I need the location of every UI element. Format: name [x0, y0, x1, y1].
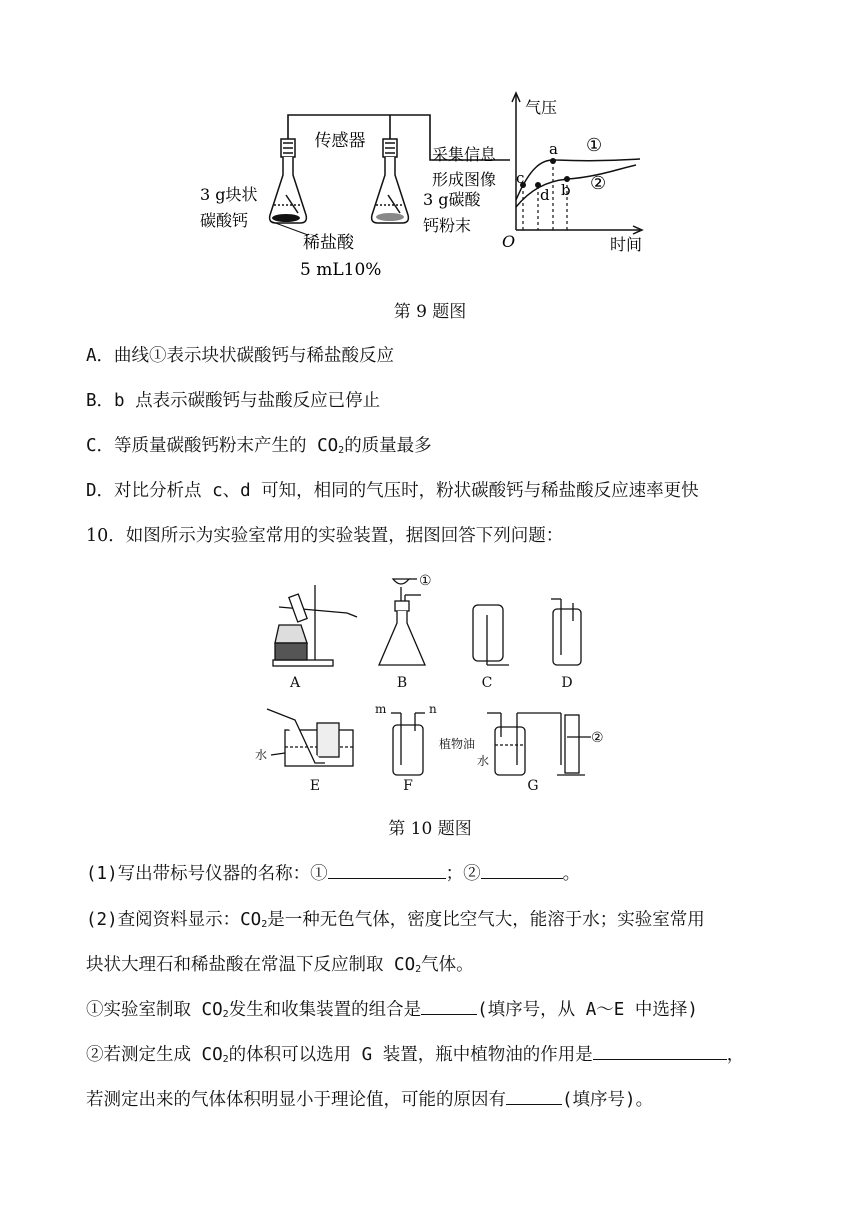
origin-label: O: [502, 232, 516, 251]
option-c: [86, 432, 432, 457]
left-solid-label-1: 3 g块状: [200, 185, 258, 204]
point-a: [550, 158, 556, 164]
curve-2-label: ②: [590, 173, 607, 194]
part-2-line-2-end: 气体。: [421, 955, 474, 975]
sub-2-end: ，: [726, 1045, 745, 1065]
left-solid-lump: [272, 214, 300, 222]
figure-10: [255, 565, 615, 800]
part-1-text: (1)写出带标号仪器的名称：①: [86, 864, 328, 884]
point-b-label: b: [561, 181, 571, 199]
curve-2: [516, 165, 636, 207]
sub-2-mid: 的体积可以选用 G 装置，瓶中植物油的作用是: [228, 1045, 593, 1065]
acid-label-2: 5 mL10%: [300, 260, 382, 280]
water-g-label: 水: [477, 754, 490, 768]
option-b: B．b 点表示碳酸钙与盐酸反应已停止: [86, 391, 381, 411]
sub-2-text: ②若测定生成 CO: [86, 1045, 223, 1065]
sub-2-cont-text: 若测定出来的气体体积明显小于理论值，可能的原因有: [86, 1090, 506, 1110]
apparatus-d: [551, 599, 581, 665]
point-d-label: d: [540, 186, 550, 204]
port-n-label: n: [429, 702, 437, 716]
label-a: A: [289, 675, 301, 691]
part-2-line-2: [86, 951, 474, 976]
part-1-sep: ；②: [445, 864, 481, 884]
part-2-text-end: 是一种无色气体，密度比空气大，能溶于水；实验室常用: [267, 910, 705, 930]
figure-9-caption: 第 9 题图: [393, 302, 467, 322]
curve-1: [516, 159, 640, 200]
mark-2: ②: [591, 730, 604, 746]
sub-1-subscript: 2: [222, 1009, 229, 1020]
answer-blank-4[interactable]: [593, 1043, 727, 1060]
sensor-label: 传感器: [314, 131, 366, 151]
apparatus-b: [379, 579, 425, 665]
part-2-sub-2: [86, 1041, 744, 1066]
part-2-sub-1: [86, 996, 698, 1021]
part-2-line-1: [86, 906, 705, 931]
label-b: B: [396, 675, 408, 691]
right-powder: [376, 213, 404, 221]
port-m-label: m: [375, 702, 387, 716]
label-d: D: [561, 675, 573, 691]
point-a-label: a: [549, 140, 558, 158]
answer-blank-2[interactable]: [481, 862, 563, 879]
option-c-text: C．等质量碳酸钙粉末产生的 CO: [86, 436, 339, 456]
sub-1-end: (填序号，从 A～E 中选择): [477, 1000, 698, 1020]
form-label: 形成图像: [432, 170, 497, 189]
figure-9: [190, 85, 660, 285]
curve-1-label: ①: [586, 135, 603, 156]
label-g: G: [527, 778, 539, 794]
right-solid-label-1: 3 g碳酸: [423, 190, 481, 209]
option-c-text-end: 的质量最多: [344, 436, 432, 456]
option-d: D．对比分析点 c、d 可知，相同的气压时，粉状碳酸钙与稀盐酸反应速率更快: [86, 481, 699, 501]
part-2-line-2-text: 块状大理石和稀盐酸在常温下反应制取 CO: [86, 955, 416, 975]
oil-label: 植物油: [439, 737, 476, 751]
x-axis-label: 时间: [610, 235, 643, 254]
apparatus-f: [391, 713, 425, 775]
part-2-sub-2-cont: [86, 1086, 653, 1111]
mark-1: ①: [419, 573, 432, 589]
right-solid-label-2: 钙粉末: [423, 216, 472, 235]
part-1: [86, 860, 580, 885]
part-2-subscript: 2: [261, 919, 268, 930]
apparatus-c: [473, 605, 509, 665]
apparatus-e: [267, 709, 353, 766]
acid-label-1: 稀盐酸: [303, 233, 354, 253]
answer-blank-3[interactable]: [421, 998, 477, 1015]
sub-1-text: ①实验室制取 CO: [86, 1000, 223, 1020]
left-solid-label-2: 碳酸钙: [200, 211, 249, 230]
y-axis-label: 气压: [525, 98, 558, 117]
figure-10-caption: 第 10 题图: [388, 819, 472, 839]
sub-2-subscript: 2: [222, 1054, 229, 1065]
option-c-subscript: 2: [338, 445, 345, 456]
part-2-line-2-subscript: 2: [415, 964, 422, 975]
label-f: F: [403, 778, 413, 794]
label-e: E: [309, 778, 321, 794]
sub-1-mid: 发生和收集装置的组合是: [228, 1000, 422, 1020]
apparatus-a: [273, 585, 357, 666]
collect-label: 采集信息: [432, 145, 497, 164]
part-1-end: 。: [562, 864, 581, 884]
answer-blank-1[interactable]: [328, 862, 446, 879]
part-2-text: (2)查阅资料显示：CO: [86, 910, 262, 930]
label-c: C: [481, 675, 493, 691]
answer-blank-5[interactable]: [506, 1088, 562, 1105]
water-e-label: 水: [255, 748, 268, 762]
apparatus-g: [487, 713, 585, 775]
point-c-label: c: [516, 169, 525, 187]
question-10-stem: 10．如图所示为实验室常用的实验装置，据图回答下列问题：: [86, 526, 564, 546]
sub-2-cont-end: (填序号)。: [562, 1090, 654, 1110]
option-a: A．曲线①表示块状碳酸钙与稀盐酸反应: [86, 346, 395, 366]
water-e-pointer: [271, 753, 285, 755]
